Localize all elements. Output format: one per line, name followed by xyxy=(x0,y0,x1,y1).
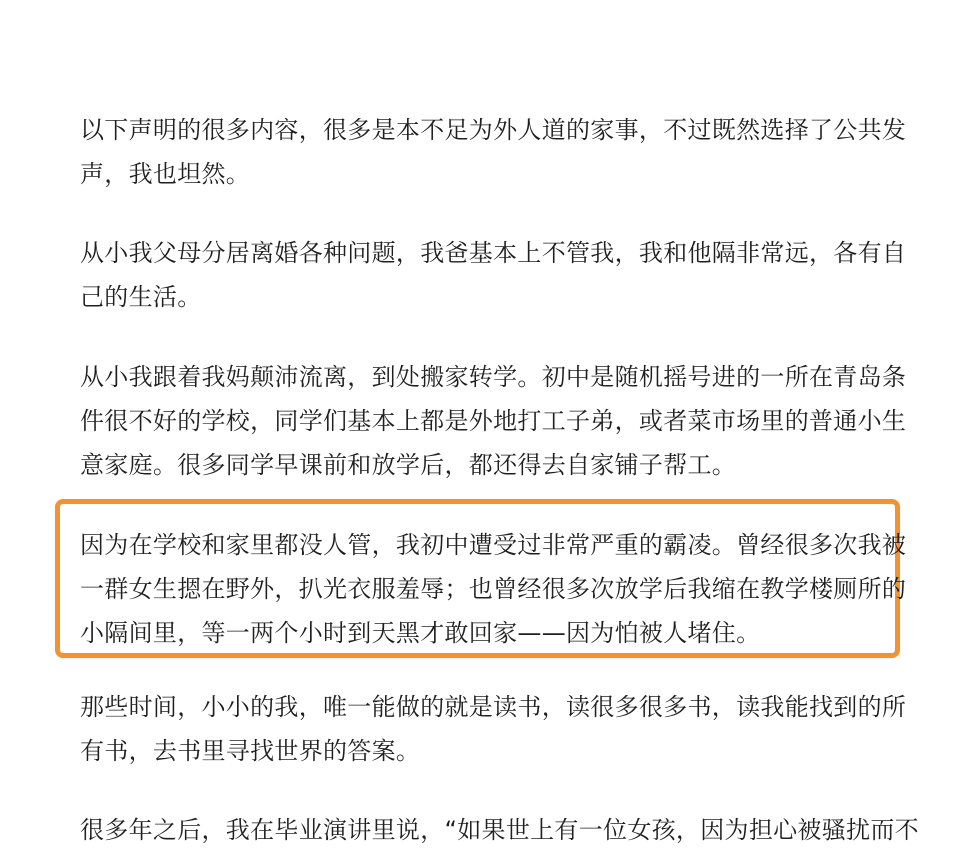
text-line: 小隔间里，等一两个小时到天黑才敢回家——因为怕被人堵住。 xyxy=(80,619,761,647)
paragraph-3 xyxy=(80,355,907,487)
text-line: 从小我父母分居离婚各种问题，我爸基本上不管我，我和他隔非常远，各有自 xyxy=(80,239,907,267)
text-line: 那些时间，小小的我，唯一能做的就是读书，读很多很多书，读我能找到的所 xyxy=(80,693,907,721)
paragraph-5 xyxy=(80,685,907,773)
text-line: 件很不好的学校，同学们基本上都是外地打工子弟，或者菜市场里的普通小生 xyxy=(80,407,907,435)
text-line: 有书，去书里寻找世界的答案。 xyxy=(80,737,421,765)
paragraph-2 xyxy=(80,231,907,319)
text-line: 意家庭。很多同学早课前和放学后，都还得去自家铺子帮工。 xyxy=(80,451,737,479)
paragraph-6 xyxy=(80,808,919,852)
paragraph-highlighted xyxy=(80,523,907,655)
paragraph-1 xyxy=(80,108,907,196)
text-line: 从小我跟着我妈颠沛流离，到处搬家转学。初中是随机摇号进的一所在青岛条 xyxy=(80,363,907,391)
text-line: 己的生活。 xyxy=(80,283,202,311)
text-line: 很多年之后，我在毕业演讲里说，“如果世上有一位女孩，因为担心被骚扰而不 xyxy=(80,816,919,844)
text-line: 声，我也坦然。 xyxy=(80,160,251,188)
text-line: 因为在学校和家里都没人管，我初中遭受过非常严重的霸凌。曾经很多次我被 xyxy=(80,531,907,559)
text-line: 一群女生摁在野外，扒光衣服羞辱；也曾经很多次放学后我缩在教学楼厕所的 xyxy=(80,575,907,603)
text-line: 以下声明的很多内容，很多是本不足为外人道的家事，不过既然选择了公共发 xyxy=(80,116,907,144)
